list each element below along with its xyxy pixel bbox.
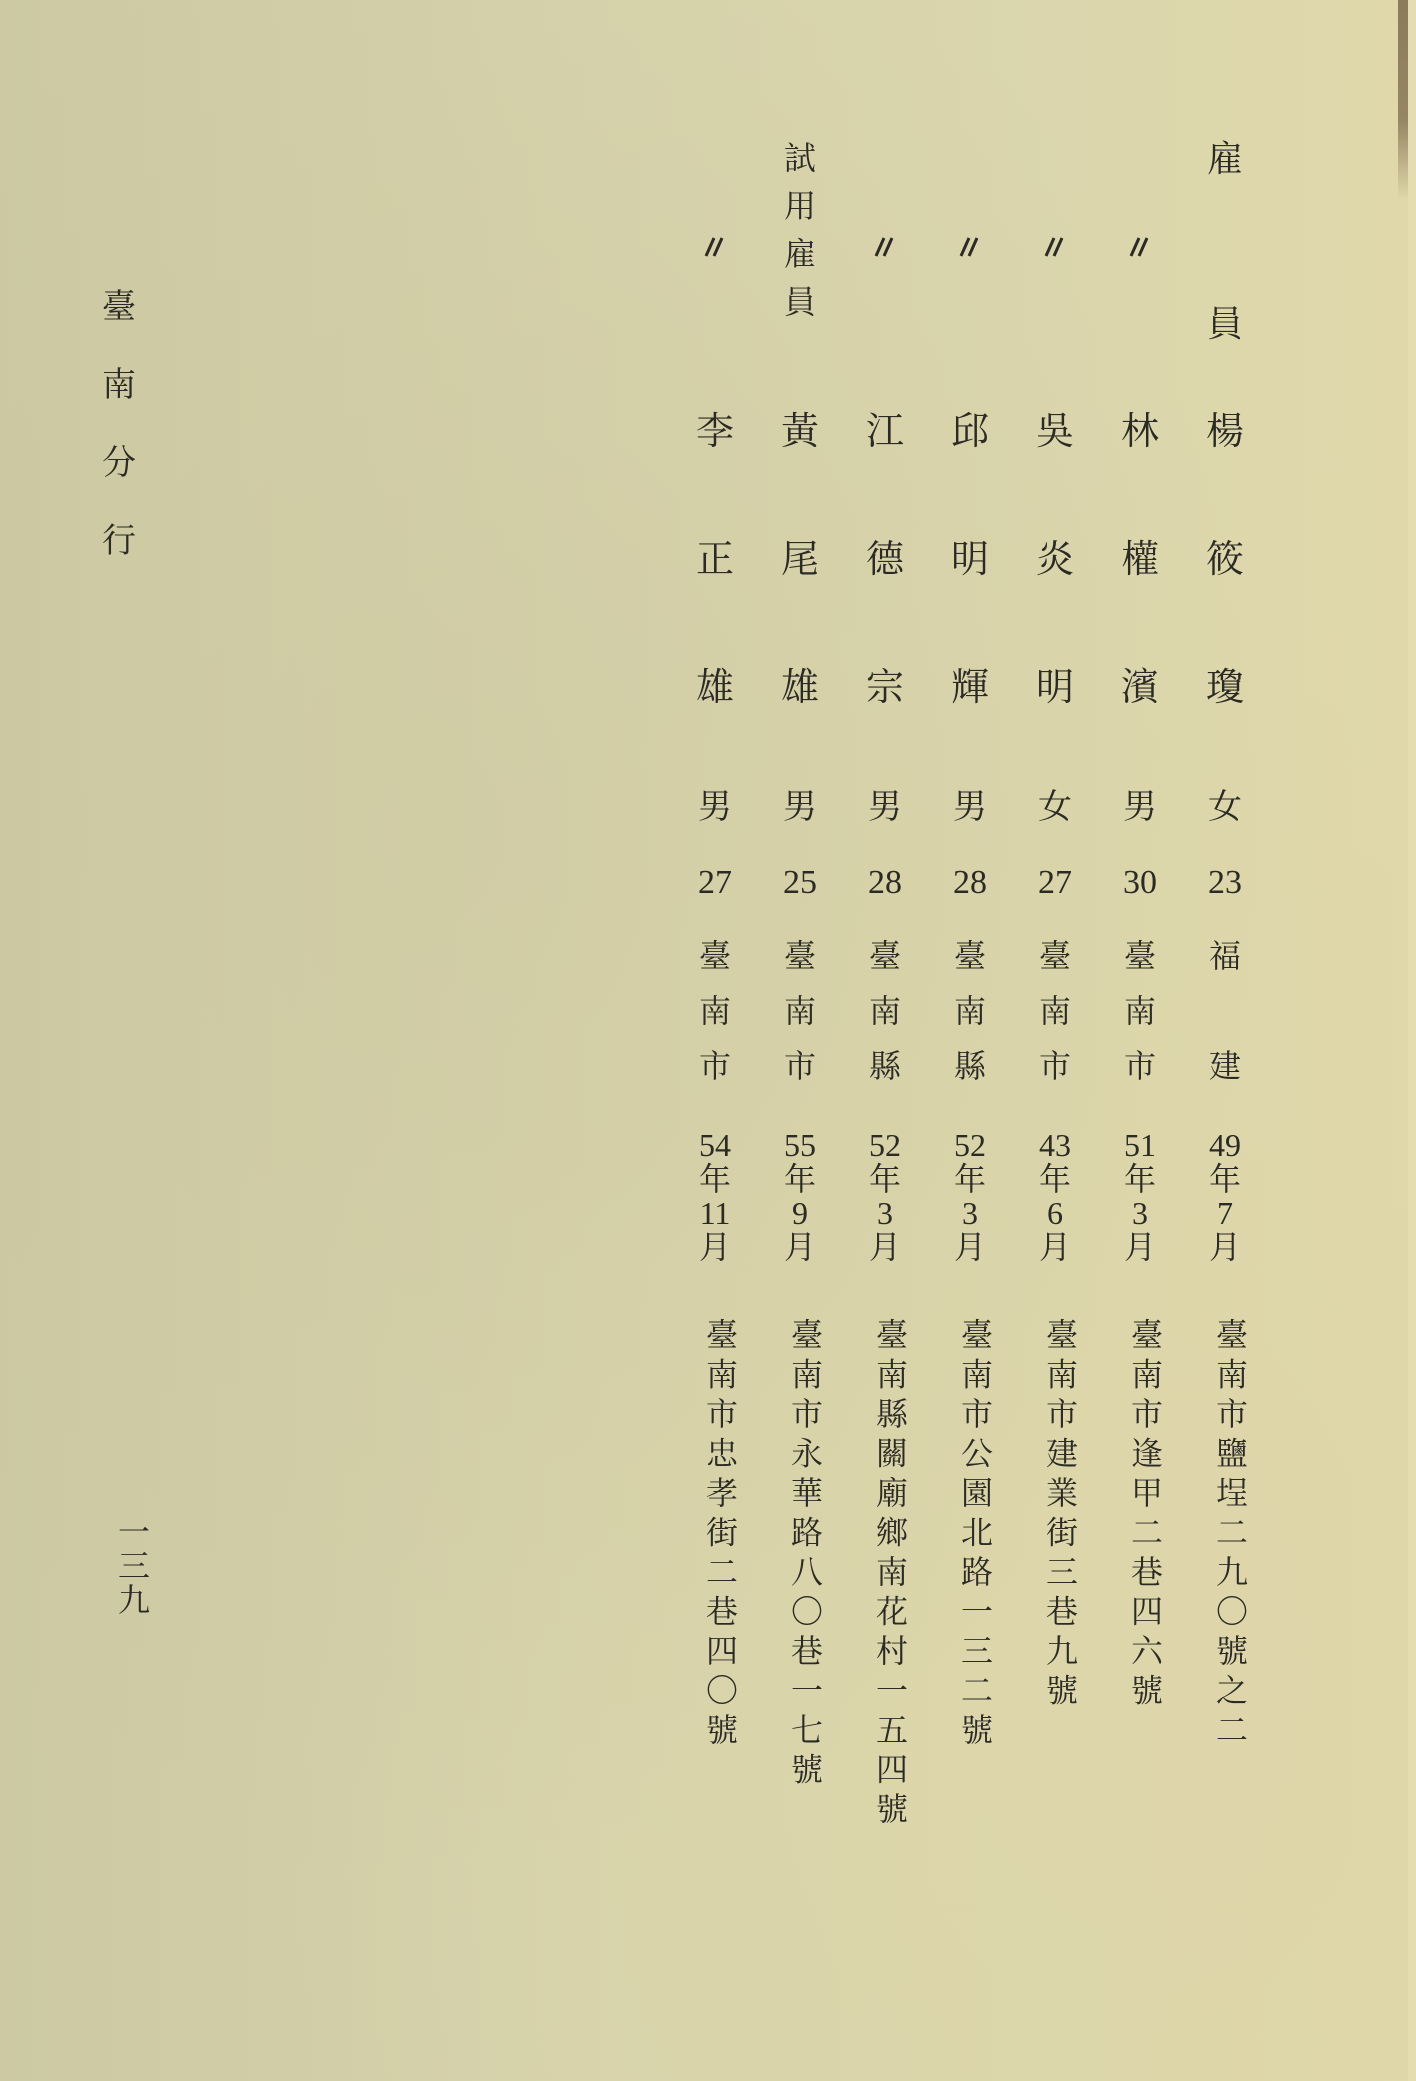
running-head-char: 分 [102, 443, 136, 483]
origin-char: 市 [1123, 1047, 1156, 1085]
employee-address: 臺南市逢甲二巷四六號 [1126, 1318, 1164, 1713]
origin-char: 南 [868, 992, 901, 1030]
origin-char: 建 [1208, 1047, 1241, 1085]
roster-record [850, 0, 920, 2081]
hire-month: 7 [1217, 1195, 1233, 1231]
name-char: 雄 [695, 665, 734, 709]
name-char: 瓊 [1205, 665, 1244, 709]
hire-date [935, 1128, 1005, 1264]
hire-month: 3 [1132, 1195, 1148, 1231]
employee-origin [1020, 937, 1090, 1105]
job-title [1020, 142, 1090, 342]
employee-address: 臺南市永華路八〇巷一七號 [786, 1318, 824, 1792]
hire-year: 54 [699, 1127, 731, 1163]
name-char: 筱 [1205, 537, 1244, 581]
ditto-mark-icon [1125, 232, 1153, 260]
employee-origin [1190, 937, 1260, 1105]
employee-sex: 男 [868, 787, 902, 827]
hire-month-unit: 月 [1123, 1229, 1156, 1265]
employee-age: 27 [698, 864, 732, 901]
employee-origin [850, 937, 920, 1105]
employee-address: 臺南縣關廟鄉南花村一五四號 [871, 1318, 909, 1832]
employee-origin [935, 937, 1005, 1105]
origin-char: 臺 [698, 937, 731, 975]
hire-date [680, 1128, 750, 1264]
hire-year: 52 [869, 1127, 901, 1163]
origin-char: 縣 [953, 1047, 986, 1085]
hire-month: 3 [962, 1195, 978, 1231]
hire-month: 6 [1047, 1195, 1063, 1231]
roster-record [765, 0, 835, 2081]
name-char: 吳 [1035, 409, 1074, 453]
employee-address: 臺南市公園北路一三二號 [956, 1318, 994, 1753]
name-char: 明 [950, 537, 989, 581]
ditto-mark-icon [870, 232, 898, 260]
hire-year-unit: 年 [783, 1161, 816, 1197]
origin-char: 臺 [868, 937, 901, 975]
running-head-char: 南 [102, 365, 136, 405]
name-char: 權 [1120, 537, 1159, 581]
employee-sex: 男 [698, 787, 732, 827]
ditto-mark-icon [700, 232, 728, 260]
hire-year-unit: 年 [953, 1161, 986, 1197]
employee-name [765, 409, 835, 796]
employee-name [680, 409, 750, 796]
employee-name [1105, 409, 1175, 796]
employee-age: 30 [1123, 864, 1157, 901]
running-head-char: 行 [102, 521, 136, 561]
hire-year-unit: 年 [1123, 1161, 1156, 1197]
job-title-char: 試 [783, 139, 816, 177]
name-char: 雄 [780, 665, 819, 709]
hire-date [765, 1128, 835, 1264]
employee-origin [765, 937, 835, 1105]
hire-month: 9 [792, 1195, 808, 1231]
employee-address: 臺南市忠孝街二巷四〇號 [701, 1318, 739, 1753]
origin-char: 市 [1038, 1047, 1071, 1085]
hire-month-unit: 月 [783, 1229, 816, 1265]
employee-origin [680, 937, 750, 1105]
name-char: 尾 [780, 537, 819, 581]
employee-name [850, 409, 920, 796]
name-char: 明 [1035, 665, 1074, 709]
origin-char: 市 [698, 1047, 731, 1085]
hire-date [1190, 1128, 1260, 1264]
employee-address: 臺南市鹽埕二九〇號之二 [1211, 1318, 1249, 1753]
job-title [765, 139, 835, 342]
hire-month: 3 [877, 1195, 893, 1231]
employee-sex: 女 [1038, 787, 1072, 827]
job-title-char: 員 [783, 283, 816, 321]
origin-char: 臺 [1123, 937, 1156, 975]
hire-date [1105, 1128, 1175, 1264]
origin-char: 南 [1123, 992, 1156, 1030]
roster-record [1190, 0, 1260, 2081]
employee-name [935, 409, 1005, 796]
name-char: 德 [865, 537, 904, 581]
hire-year-unit: 年 [1208, 1161, 1241, 1197]
origin-char: 南 [953, 992, 986, 1030]
ditto-mark-icon [1040, 232, 1068, 260]
employee-age: 25 [783, 864, 817, 901]
hire-year-unit: 年 [698, 1161, 731, 1197]
running-head-char: 臺 [102, 287, 136, 327]
roster-record [680, 0, 750, 2081]
name-char: 輝 [950, 665, 989, 709]
employee-age: 23 [1208, 864, 1242, 901]
name-char: 林 [1120, 409, 1159, 453]
employee-sex: 男 [953, 787, 987, 827]
hire-year: 49 [1209, 1127, 1241, 1163]
origin-char: 南 [783, 992, 816, 1030]
employee-age: 28 [868, 864, 902, 901]
hire-year: 51 [1124, 1127, 1156, 1163]
employee-name [1020, 409, 1090, 796]
hire-date [1020, 1128, 1090, 1264]
origin-char: 縣 [868, 1047, 901, 1085]
job-title [680, 142, 750, 342]
origin-char: 臺 [783, 937, 816, 975]
page-number: 一三九 [113, 1515, 151, 1617]
name-char: 邱 [950, 409, 989, 453]
employee-address: 臺南市建業街三巷九號 [1041, 1318, 1079, 1713]
hire-year: 43 [1039, 1127, 1071, 1163]
origin-char: 南 [1038, 992, 1071, 1030]
job-title-char: 員 [1206, 304, 1243, 345]
origin-char: 南 [698, 992, 731, 1030]
hire-year: 52 [954, 1127, 986, 1163]
employee-sex: 男 [1123, 787, 1157, 827]
name-char: 正 [695, 537, 734, 581]
hire-year-unit: 年 [1038, 1161, 1071, 1197]
job-title-char: 雇 [1206, 139, 1243, 180]
employee-age: 27 [1038, 864, 1072, 901]
employee-age: 28 [953, 864, 987, 901]
name-char: 黃 [780, 409, 819, 453]
origin-char: 市 [783, 1047, 816, 1085]
job-title-char: 雇 [783, 235, 816, 273]
job-title [850, 142, 920, 342]
origin-char [1190, 995, 1260, 1050]
origin-char: 臺 [953, 937, 986, 975]
job-title [1105, 142, 1175, 342]
origin-char: 福 [1208, 937, 1241, 975]
name-char: 李 [695, 409, 734, 453]
hire-month-unit: 月 [868, 1229, 901, 1265]
name-char: 江 [865, 409, 904, 453]
hire-year-unit: 年 [868, 1161, 901, 1197]
employee-sex: 女 [1208, 787, 1242, 827]
job-title-char: 用 [783, 187, 816, 225]
origin-char: 臺 [1038, 937, 1071, 975]
employee-sex: 男 [783, 787, 817, 827]
hire-date [850, 1128, 920, 1264]
hire-month-unit: 月 [698, 1229, 731, 1265]
job-title [1190, 139, 1260, 345]
hire-month-unit: 月 [1208, 1229, 1241, 1265]
employee-origin [1105, 937, 1175, 1105]
name-char: 宗 [865, 665, 904, 709]
roster-record [1105, 0, 1175, 2081]
hire-year: 55 [784, 1127, 816, 1163]
employee-name [1190, 409, 1260, 796]
ditto-mark-icon [955, 232, 983, 260]
name-char: 濱 [1120, 665, 1159, 709]
name-char: 楊 [1205, 409, 1244, 453]
hire-month-unit: 月 [953, 1229, 986, 1265]
roster-record [935, 0, 1005, 2081]
roster-record [1020, 0, 1090, 2081]
hire-month-unit: 月 [1038, 1229, 1071, 1265]
job-title [935, 142, 1005, 342]
name-char: 炎 [1035, 537, 1074, 581]
hire-month: 11 [699, 1195, 731, 1231]
